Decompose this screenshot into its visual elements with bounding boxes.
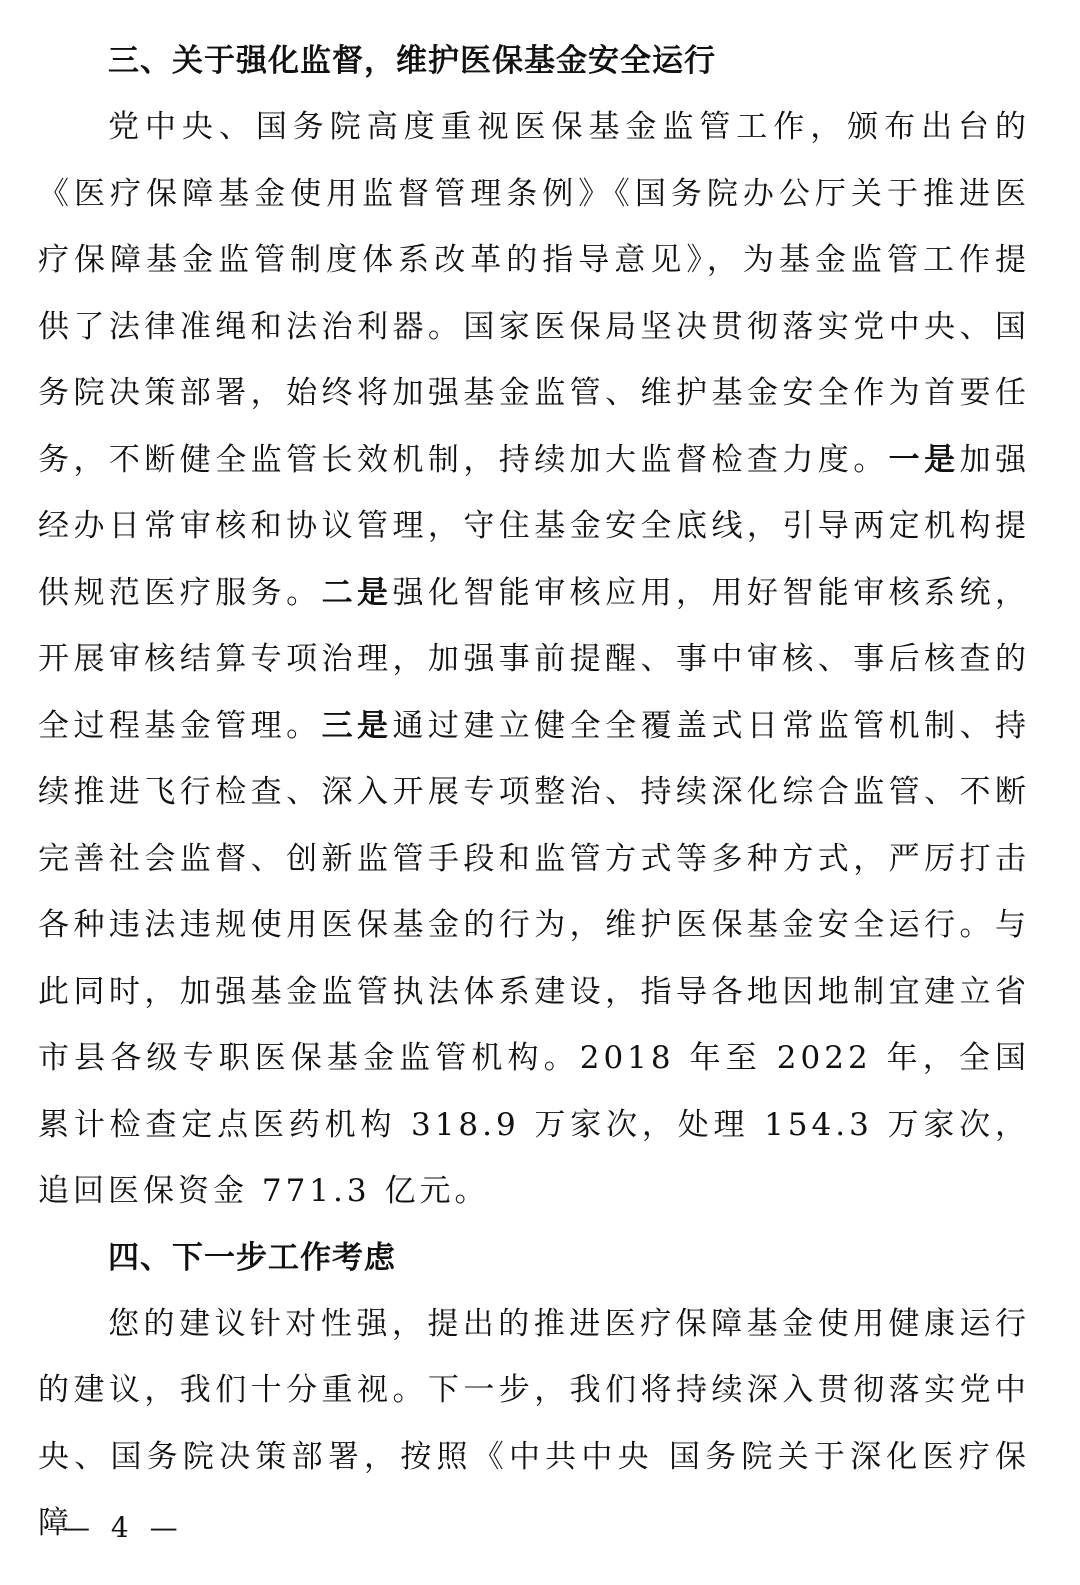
- section-3-text-part-2: 加强经办日常审核和协议管理，守住基金安全底线，引导两定机构提供规范医疗服务。: [38, 441, 1031, 611]
- section-3-bold-marker-1: 一是: [888, 441, 960, 478]
- section-3-heading: 三、关于强化监督，维护医保基金安全运行: [108, 43, 716, 79]
- document-page: [38, 28, 1030, 1557]
- section-3-text-part-3: 强化智能审核应用，用好智能审核系统，开展审核结算专项治理，加强事前提醒、事中审核、事后核查的全过程基金管理。: [38, 574, 1031, 744]
- section-4-paragraph: 您的建议针对性强，提出的推进医疗保障基金使用健康运行的建议，我们十分重视。下一步，我们将持续深入贯彻落实党中央、国务院决策部署，按照《中共中央 国务院关于深化医疗保障: [38, 1305, 1030, 1541]
- section-3-bold-marker-2: 二是: [321, 574, 393, 611]
- section-3-paragraph: [38, 94, 1030, 1225]
- section-3-text-part-4: 通过建立健全全覆盖式日常监管机制、持续推进飞行检查、深入开展专项整治、持续深化综合监管、不断完善社会监督、创新监管手段和监管方式等多种方式，严厉打击各种违法违规使用医保基金的行为，维护医保基金安全运行。与此同时，加强基金监管执法体系建设，指导各地因地制宜建立省市县各级专职医保基金监管机构。2018 年至 2022 年，全国累计检查定点医药机构 318.9 万家次，处理 154.3 万家次，追回医保资金 771.3 亿元。: [38, 707, 1031, 1209]
- section-3-text-part-1: 党中央、国务院高度重视医保基金监管工作，颁布出台的《医疗保障基金使用监督管理条例》《国务院办公厅关于推进医疗保障基金监管制度体系改革的指导意见》，为基金监管工作提供了法律准绳和法治利器。国家医保局坚决贯彻落实党中央、国务院决策部署，始终将加强基金监管、维护基金安全作为首要任务，不断健全监管长效机制，持续加大监督检查力度。: [38, 109, 1030, 478]
- page-number: — 4 —: [62, 1511, 184, 1544]
- section-4-heading: 四、下一步工作考虑: [108, 1239, 396, 1276]
- section-3-bold-marker-3: 三是: [321, 707, 393, 744]
